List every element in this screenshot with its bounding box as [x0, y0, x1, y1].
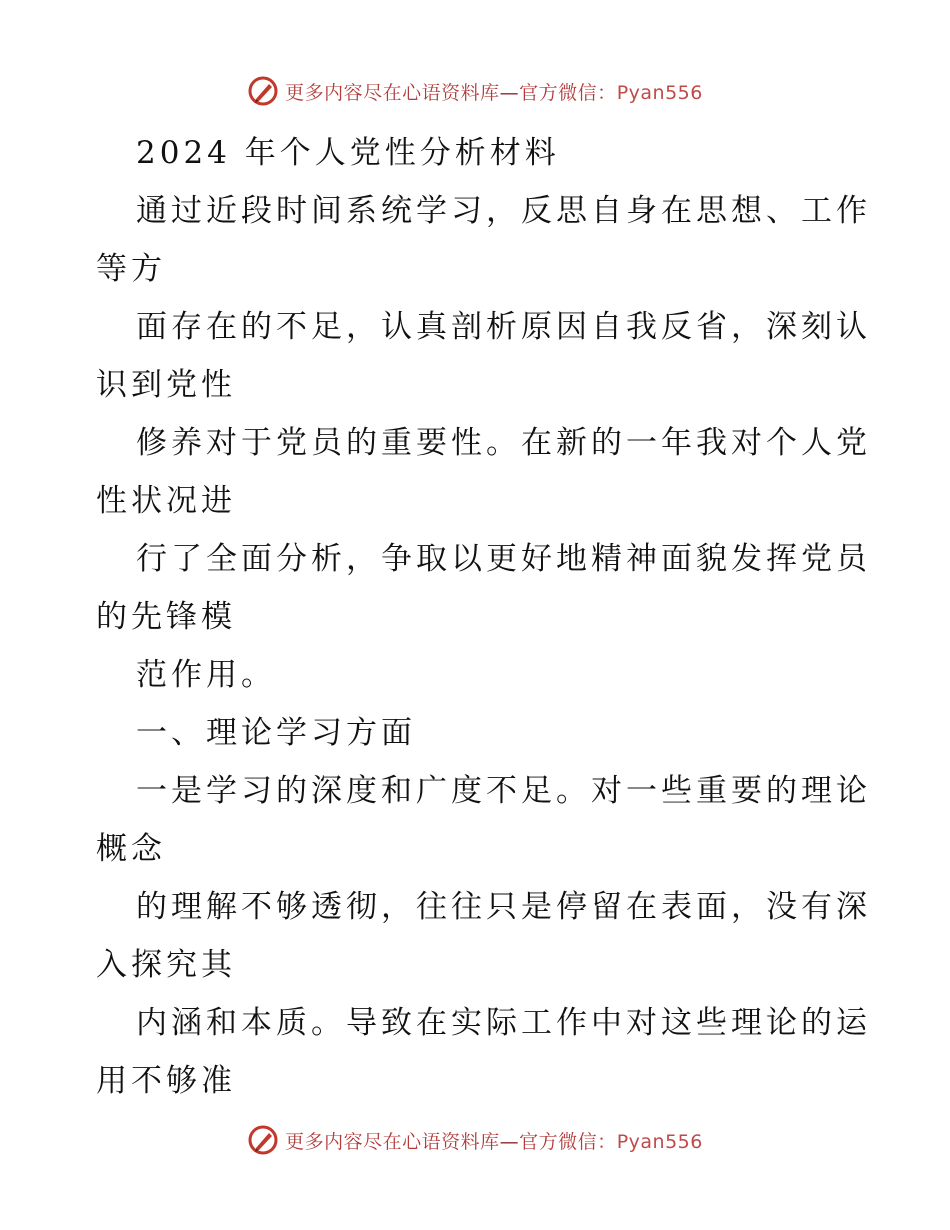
text-line: 修养对于党员的重要性。在新的一年我对个人党 — [136, 425, 871, 461]
text-line: 2024 年个人党性分析材料 — [136, 135, 560, 171]
text-line: 入探究其 — [96, 947, 236, 983]
document-body — [96, 124, 871, 1110]
text-line: 内涵和本质。导致在实际工作中对这些理论的运 — [136, 1005, 871, 1041]
text-line: 行了全面分析，争取以更好地精神面貌发挥党员 — [136, 541, 871, 577]
header-banner — [0, 71, 950, 111]
pen-logo-icon — [247, 75, 279, 107]
text-line: 通过近段时间系统学习，反思自身在思想、工作 — [136, 193, 871, 229]
text-line: 用不够准 — [96, 1063, 236, 1099]
text-line: 等方 — [96, 251, 166, 287]
text-line: 的理解不够透彻，往往只是停留在表面，没有深 — [136, 889, 871, 925]
text-line: 识到党性 — [96, 367, 236, 403]
footer-banner — [0, 1120, 950, 1160]
text-line: 一、理论学习方面 — [136, 715, 416, 751]
text-line: 的先锋模 — [96, 599, 236, 635]
text-line: 范作用。 — [136, 657, 276, 693]
text-line: 概念 — [96, 831, 166, 867]
text-line: 一是学习的深度和广度不足。对一些重要的理论 — [136, 773, 871, 809]
text-line: 面存在的不足，认真剖析原因自我反省，深刻认 — [136, 309, 871, 345]
pen-logo-icon — [247, 1124, 279, 1156]
text-line: 性状况进 — [96, 483, 236, 519]
banner-text: 更多内容尽在心语资料库—官方微信：Pyan556 — [285, 1130, 703, 1153]
banner-text: 更多内容尽在心语资料库—官方微信：Pyan556 — [285, 81, 703, 104]
